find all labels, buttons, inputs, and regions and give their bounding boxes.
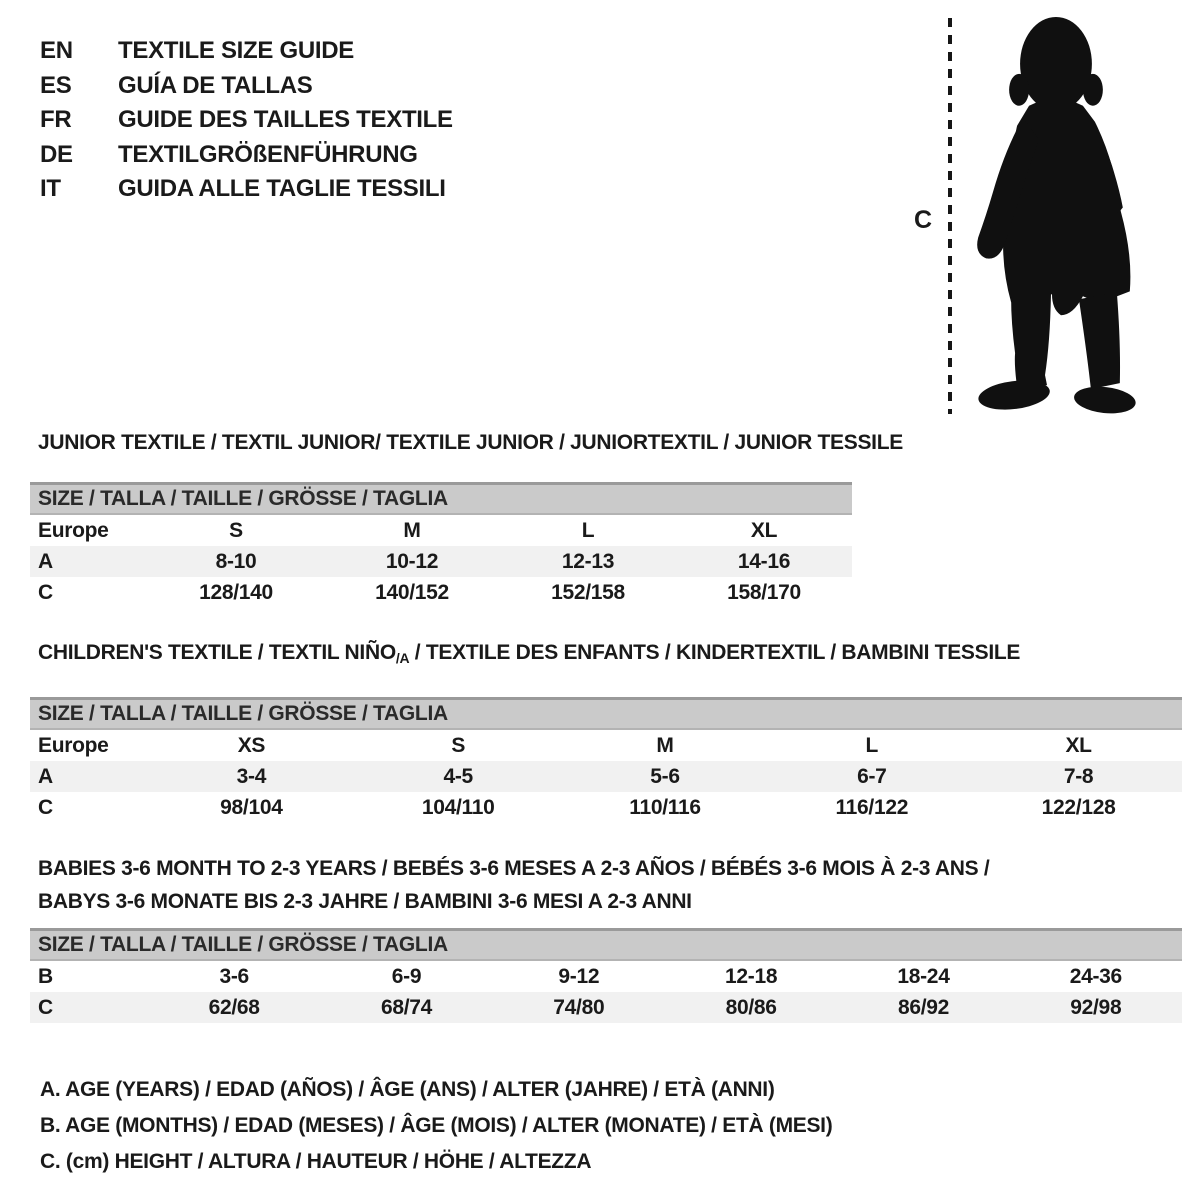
- table-row-age: [30, 546, 852, 577]
- row-label: Europe: [38, 518, 109, 542]
- legend-line-b: B. AGE (MONTHS) / EDAD (MESES) / ÂGE (MOIS) / ALTER (MONATE) / ETÀ (MESI): [40, 1114, 833, 1137]
- lang-row-en: [40, 34, 453, 69]
- row-label: C: [38, 580, 53, 604]
- age-cell: 10-12: [385, 549, 439, 573]
- junior-section-title: JUNIOR TEXTILE / TEXTIL JUNIOR/ TEXTILE JUNIOR / JUNIORTEXTIL / JUNIOR TESSILE: [38, 431, 903, 454]
- table-row-europe: [30, 515, 852, 546]
- month-cell: 6-9: [391, 964, 422, 988]
- row-label: C: [38, 795, 53, 819]
- junior-textile-section: [30, 430, 903, 608]
- size-cell: XL: [1065, 733, 1092, 757]
- legend-line-a: A. AGE (YEARS) / EDAD (AÑOS) / ÂGE (ANS) / ALTER (JAHRE) / ETÀ (ANNI): [40, 1078, 775, 1101]
- month-cell: 3-6: [219, 964, 249, 988]
- table-row-height: [30, 992, 1182, 1023]
- age-cell: 14-16: [737, 549, 791, 573]
- lang-title: TEXTILGRÖßENFÜHRUNG: [118, 140, 418, 168]
- height-cell: 68/74: [380, 995, 433, 1019]
- size-cell: M: [403, 518, 421, 542]
- height-cell: 128/140: [199, 580, 273, 604]
- legend-line-c: C. (cm) HEIGHT / ALTURA / HAUTEUR / HÖHE / ALTEZZA: [40, 1150, 592, 1173]
- month-cell: 24-36: [1069, 964, 1122, 988]
- age-cell: 6-7: [857, 764, 887, 788]
- size-cell: XS: [237, 733, 266, 757]
- height-cell: 110/116: [629, 795, 701, 819]
- language-title-block: [40, 34, 453, 207]
- table-row-age: [30, 761, 1182, 792]
- age-cell: 3-4: [236, 764, 267, 788]
- table-row-europe: [30, 730, 1182, 761]
- row-label: B: [38, 964, 53, 988]
- lang-row-es: [40, 69, 453, 104]
- lang-title: GUÍA DE TALLAS: [118, 71, 313, 99]
- row-label: A: [38, 549, 53, 573]
- size-cell: M: [656, 733, 674, 757]
- lang-row-it: [40, 172, 453, 207]
- height-cell: 74/80: [553, 995, 605, 1019]
- month-cell: 9-12: [558, 964, 600, 988]
- lang-title: GUIDA ALLE TAGLIE TESSILI: [118, 175, 446, 202]
- age-cell: 8-10: [215, 549, 257, 573]
- height-measure-dashed-line: [948, 18, 952, 414]
- month-cell: 18-24: [897, 964, 950, 988]
- height-cell: 116/122: [835, 795, 909, 819]
- babies-textile-section: [30, 852, 1182, 1023]
- table-row-height: [30, 792, 1182, 823]
- age-cell: 7-8: [1063, 764, 1094, 788]
- legend-block: [40, 1072, 832, 1180]
- children-section-title: [30, 640, 1182, 671]
- table-row-height: [30, 577, 852, 608]
- size-cell: XL: [750, 518, 778, 542]
- babies-title-line2: BABYS 3-6 MONATE BIS 2-3 JAHRE / BAMBINI 3-6 MESI A 2-3 ANNI: [38, 890, 692, 913]
- children-textile-section: [30, 640, 1182, 823]
- height-cell: 62/68: [208, 995, 260, 1019]
- lang-code: FR: [40, 106, 72, 133]
- height-cell: 122/128: [1041, 795, 1116, 819]
- junior-size-header-bar: SIZE / TALLA / TAILLE / GRÖSSE / TAGLIA: [30, 482, 852, 515]
- toddler-silhouette-icon: [958, 14, 1140, 418]
- size-cell: L: [581, 518, 595, 542]
- children-title-prefix: CHILDREN'S TEXTILE / TEXTIL NIÑO: [38, 641, 396, 664]
- row-label: C: [38, 995, 53, 1019]
- lang-title: GUIDE DES TAILLES TEXTILE: [118, 106, 453, 133]
- babies-size-header-bar: SIZE / TALLA / TAILLE / GRÖSSE / TAGLIA: [30, 928, 1182, 961]
- lang-row-fr: [40, 103, 453, 138]
- size-cell: S: [229, 518, 243, 542]
- babies-title-line1: BABIES 3-6 MONTH TO 2-3 YEARS / BEBÉS 3-6 MESES A 2-3 AÑOS / BÉBÉS 3-6 MOIS À 2-3 ANS /: [38, 857, 990, 880]
- age-cell: 12-13: [561, 549, 615, 573]
- children-title-subscript: /A: [395, 650, 410, 666]
- row-label: Europe: [38, 733, 109, 757]
- children-title-suffix: / TEXTILE DES ENFANTS / KINDERTEXTIL / BAMBINI TESSILE: [409, 641, 1021, 664]
- lang-row-de: [40, 138, 453, 173]
- height-cell: 86/92: [897, 995, 949, 1019]
- height-measure-label: C: [914, 206, 932, 234]
- month-cell: 12-18: [725, 964, 778, 988]
- size-cell: L: [865, 733, 879, 757]
- lang-code: EN: [40, 37, 73, 64]
- lang-code: ES: [40, 71, 72, 99]
- height-cell: 152/158: [551, 580, 625, 604]
- children-size-header-bar: SIZE / TALLA / TAILLE / GRÖSSE / TAGLIA: [30, 697, 1182, 730]
- height-cell: 158/170: [727, 580, 801, 604]
- size-cell: S: [451, 733, 466, 757]
- age-cell: 4-5: [443, 764, 473, 788]
- lang-code: IT: [40, 175, 61, 202]
- height-cell: 98/104: [220, 795, 283, 819]
- lang-code: DE: [40, 140, 73, 168]
- height-cell: 92/98: [1070, 995, 1122, 1019]
- table-row-age-months: [30, 961, 1182, 992]
- babies-section-title: [30, 852, 1182, 918]
- row-label: A: [38, 764, 53, 788]
- lang-title: TEXTILE SIZE GUIDE: [118, 37, 354, 64]
- age-cell: 5-6: [650, 764, 680, 788]
- height-cell: 104/110: [421, 795, 495, 819]
- height-cell: 140/152: [375, 580, 449, 604]
- height-cell: 80/86: [725, 995, 777, 1019]
